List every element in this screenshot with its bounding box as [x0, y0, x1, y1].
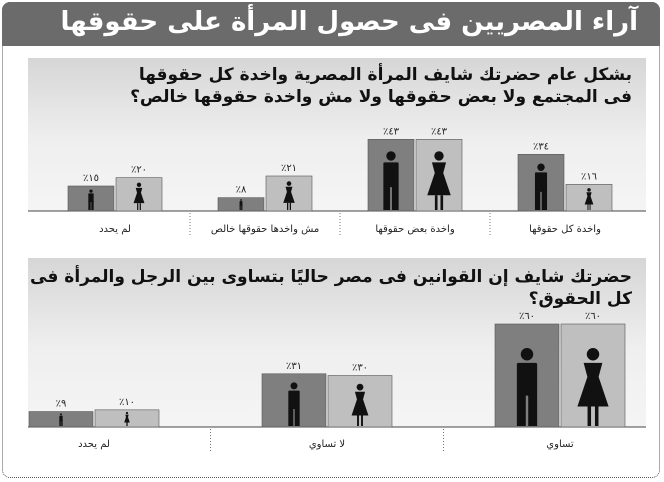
chart-2-question-line-1: حضرتك شايف إن القوانين فى مصر حاليًا بتساوى بين الرجل والمرأة فى	[30, 267, 632, 287]
chart-panel-1	[28, 58, 646, 244]
header-bar	[2, 2, 660, 46]
chart-2-value-label-female-0: ٪٦٠	[584, 311, 602, 322]
chart-1-value-label-male-0: ٪٣٤	[532, 141, 550, 153]
chart-2-value-label-male-0: ٪٦٠	[518, 311, 536, 322]
chart-panel-2	[28, 258, 646, 460]
chart-2-value-label-female-1: ٪٣٠	[351, 362, 369, 374]
chart-2-value-label-female-2: ٪١٠	[118, 396, 136, 408]
chart-1-value-label-male-2: ٪٨	[235, 184, 247, 196]
chart-1-value-label-male-1: ٪٤٣	[382, 126, 400, 138]
chart-1-category-label-0: واخدة كل حقوقها	[529, 224, 601, 235]
chart-1-value-label-female-0: ٪١٦	[580, 171, 598, 183]
chart-1-category-label-1: واخدة بعض حقوقها	[375, 224, 455, 235]
chart-1-value-label-female-2: ٪٢١	[280, 163, 298, 174]
chart-2-category-label-2: لم يحدد	[78, 439, 110, 450]
chart-1-question-line-2: فى المجتمع ولا بعض حقوقها ولا مش واخدة حقوقها خالص؟	[130, 87, 632, 107]
chart-1-value-label-female-3: ٪٢٠	[130, 164, 148, 176]
chart-2-category-label-1: لا تساوي	[308, 439, 346, 450]
chart-2-value-label-male-2: ٪٩	[55, 398, 67, 410]
chart-2-question-line-2: كل الحقوق؟	[528, 289, 632, 309]
chart-1-value-label-female-1: ٪٤٣	[430, 126, 448, 138]
chart-1-svg	[28, 58, 646, 244]
chart-2-value-label-male-1: ٪٣١	[285, 360, 303, 372]
page-title: آراء المصريين فى حصول المرأة على حقوقها	[60, 7, 638, 37]
chart-2-svg	[28, 258, 646, 460]
chart-1-category-label-2: مش واخدها حقوقها خالص	[210, 224, 320, 235]
chart-1-question-line-1: بشكل عام حضرتك شايف المرأة المصرية واخدة كل حقوقها	[138, 65, 632, 85]
chart-1-category-label-3: لم يحدد	[99, 224, 131, 235]
chart-2-category-label-0: تساوي	[546, 439, 574, 450]
chart-1-value-label-male-3: ٪١٥	[82, 173, 100, 184]
